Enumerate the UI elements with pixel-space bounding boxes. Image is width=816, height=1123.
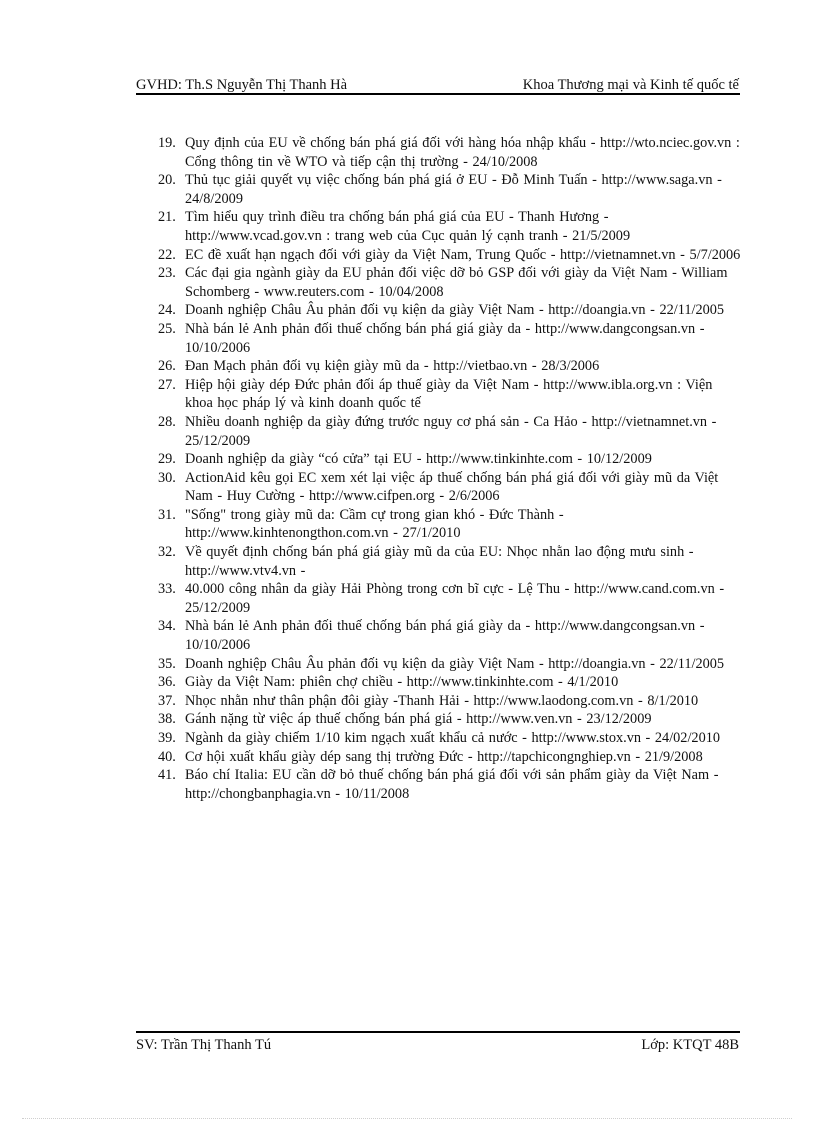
reference-number: 38. [158, 711, 176, 728]
reference-item [158, 729, 744, 748]
reference-item [158, 413, 744, 450]
reference-item [158, 301, 744, 320]
header-faculty: Khoa Thương mại và Kinh tế quốc tế [522, 77, 739, 93]
reference-text: Tìm hiểu quy trình điều tra chống bán phá giá của EU - Thanh Hương - http://www.vcad.gov.vn : trang web của Cục quản lý cạnh tranh - 21/5/2009 [185, 209, 631, 244]
reference-number: 41. [158, 767, 176, 784]
reference-number: 23. [158, 265, 176, 282]
reference-number: 37. [158, 692, 176, 709]
reference-item [158, 748, 744, 767]
reference-number: 34. [158, 618, 176, 635]
reference-item [158, 692, 744, 711]
reference-text: "Sống" trong giày mũ da: Cầm cự trong gian khó - Đức Thành - http://www.kinhtenongthon.com.vn - 27/1/2010 [185, 506, 564, 542]
reference-item [158, 673, 744, 692]
reference-text: Nhiều doanh nghiệp da giày đứng trước nguy cơ phá sản - Ca Hảo - http://vietnamnet.vn - 25/12/2009 [185, 413, 717, 449]
reference-text: Giày da Việt Nam: phiên chợ chiều - http://www.tinkinhte.com - 4/1/2010 [185, 674, 619, 691]
reference-text: Nhà bán lẻ Anh phản đối thuế chống bán phá giá giày da - http://www.dangcongsan.vn - 10/10/2006 [185, 320, 705, 356]
reference-item [158, 246, 744, 265]
reference-text: 40.000 công nhân da giày Hải Phòng trong cơn bĩ cực - Lệ Thu - http://www.cand.com.vn - 25/12/2009 [185, 581, 725, 616]
reference-number: 31. [158, 506, 176, 523]
reference-number: 26. [158, 358, 176, 375]
reference-item [158, 171, 744, 208]
reference-item [158, 264, 744, 301]
reference-text: Đan Mạch phản đối vụ kiện giày mũ da - http://vietbao.vn - 28/3/2006 [185, 358, 600, 375]
reference-number: 29. [158, 451, 176, 468]
reference-number: 24. [158, 302, 176, 319]
reference-number: 35. [158, 655, 176, 672]
reference-text: Các đại gia ngành giày da EU phản đối việc dỡ bỏ GSP đối với giày da Việt Nam - William Schomberg - www.reuters.com - 10/04/2008 [185, 265, 728, 300]
reference-number: 21. [158, 209, 176, 226]
reference-number: 33. [158, 581, 176, 598]
reference-number: 32. [158, 544, 176, 561]
reference-item [158, 655, 744, 674]
reference-text: Cơ hội xuất khẩu giày dép sang thị trường Đức - http://tapchicongnghiep.vn - 21/9/2008 [185, 748, 703, 765]
reference-item [158, 320, 744, 357]
reference-text: EC đề xuất hạn ngạch đối với giày da Việt Nam, Trung Quốc - http://vietnamnet.vn - 5/7/2006 [185, 246, 741, 263]
page-footer [136, 1037, 739, 1057]
page-edge-divider [22, 1118, 792, 1119]
footer-student: SV: Trần Thị Thanh Tú [136, 1037, 272, 1053]
header-rule [136, 93, 740, 95]
reference-text: Về quyết định chống bán phá giá giày mũ da của EU: Nhọc nhằn lao động mưu sinh - http://www.vtv4.vn - [185, 544, 694, 579]
reference-text: Doanh nghiệp Châu Âu phản đối vụ kiện da giày Việt Nam - http://doangia.vn - 22/11/2005 [185, 302, 725, 319]
footer-rule [136, 1031, 740, 1033]
reference-item [158, 580, 744, 617]
reference-item [158, 208, 744, 245]
footer-class: Lớp: KTQT 48B [641, 1037, 739, 1053]
reference-text: Ngành da giày chiếm 1/10 kim ngạch xuất khẩu cả nước - http://www.stox.vn - 24/02/2010 [185, 730, 721, 746]
reference-text: Thủ tục giải quyết vụ việc chống bán phá giá ở EU - Đỗ Minh Tuấn - http://www.saga.vn - 24/8/2009 [185, 172, 722, 207]
header-advisor: GVHD: Th.S Nguyễn Thị Thanh Hà [136, 77, 348, 93]
reference-list [158, 134, 744, 803]
reference-item [158, 376, 744, 413]
reference-number: 30. [158, 469, 176, 486]
reference-text: Doanh nghiệp Châu Âu phản đối vụ kiện da giày Việt Nam - http://doangia.vn - 22/11/2005 [185, 655, 725, 672]
reference-number: 28. [158, 413, 176, 430]
reference-number: 20. [158, 172, 176, 189]
reference-item [158, 617, 744, 654]
reference-number: 39. [158, 730, 176, 746]
reference-text: Doanh nghiệp da giày “có cửa” tại EU - http://www.tinkinhte.com - 10/12/2009 [185, 451, 652, 468]
reference-number: 40. [158, 748, 176, 765]
reference-number: 36. [158, 674, 176, 691]
reference-text: Nhọc nhằn như thân phận đôi giày -Thanh Hải - http://www.laodong.com.vn - 8/1/2010 [185, 692, 699, 709]
reference-number: 25. [158, 320, 176, 337]
reference-item [158, 543, 744, 580]
reference-item [158, 134, 744, 171]
reference-item [158, 506, 744, 543]
reference-text: Báo chí Italia: EU cần dỡ bỏ thuế chống bán phá giá đối với sản phẩm giày da Việt Nam - http://chongbanphagia.vn - 10/11/2008 [185, 767, 719, 802]
reference-item [158, 357, 744, 376]
reference-number: 22. [158, 246, 176, 263]
reference-text: ActionAid kêu gọi EC xem xét lại việc áp thuế chống bán phá giá đối với giày mũ da Việt Nam - Huy Cường - http://www.cifpen.org - 2/6/2006 [185, 469, 719, 505]
reference-number: 19. [158, 135, 176, 151]
page-header [136, 74, 739, 94]
reference-item [158, 710, 744, 729]
reference-item [158, 766, 744, 803]
reference-number: 27. [158, 376, 176, 393]
reference-text: Quy định của EU về chống bán phá giá đối với hàng hóa nhập khẩu - http://wto.nciec.gov.vn : Cổng thông tin về WTO và tiếp cận thị trường - 24/10/2008 [185, 135, 740, 170]
reference-text: Gánh nặng từ việc áp thuế chống bán phá giá - http://www.ven.vn - 23/12/2009 [185, 711, 652, 728]
reference-item [158, 450, 744, 469]
reference-item [158, 469, 744, 506]
reference-text: Hiệp hội giày dép Đức phản đối áp thuế giày da Việt Nam - http://www.ibla.org.vn : Viện khoa học pháp lý và kinh doanh quốc tế [185, 376, 713, 412]
reference-text: Nhà bán lẻ Anh phản đối thuế chống bán phá giá giày da - http://www.dangcongsan.vn - 10/10/2006 [185, 618, 705, 654]
